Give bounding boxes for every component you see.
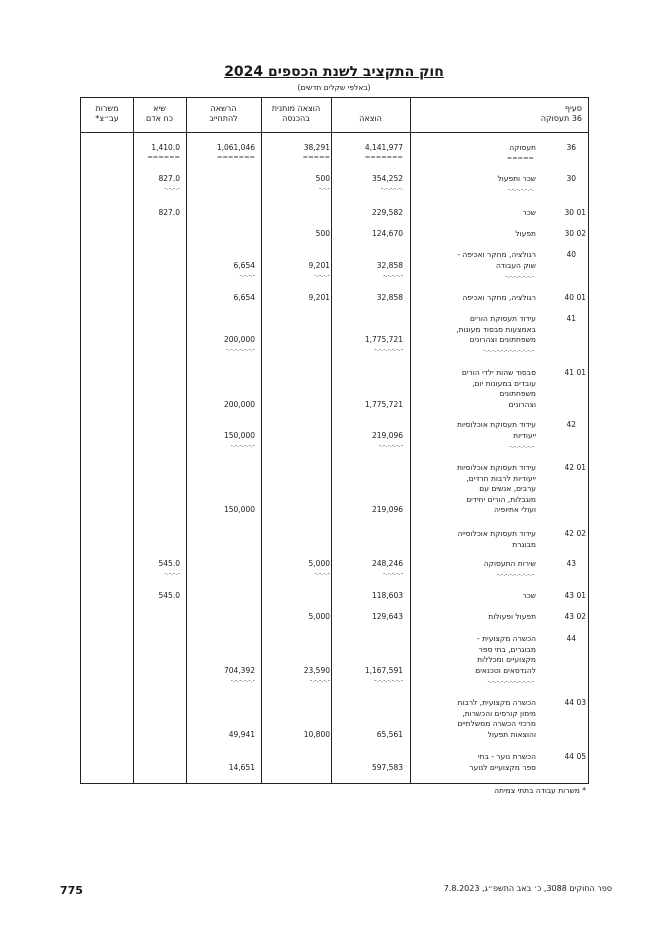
row-code: 43 02 — [564, 612, 586, 621]
row-code: 40 — [566, 250, 576, 259]
cell-manpower: 1,410.0 — [151, 143, 180, 152]
cell-expense-underline: -.-.-.-.- — [383, 270, 403, 279]
row-code: 41 01 — [564, 368, 586, 377]
row-name-line: ספר מקצועיים לנוער — [469, 762, 536, 772]
row-name-underline: -.-.-.-.-.-.-.-.- — [496, 570, 534, 578]
cell-conditional: 5,000 — [308, 559, 330, 568]
row-name-line: מבוגרת — [512, 539, 536, 549]
cell-expense-underline: -.-.-.-.-.- — [378, 440, 403, 449]
row-name-line: עידוד תעסוקת אוכלוסייה — [457, 529, 536, 538]
cell-commitment-underline: -.-.-.-.-.- — [230, 440, 255, 449]
row-name — [436, 612, 536, 623]
cell-conditional: 23,590 — [303, 665, 330, 675]
row-name — [436, 591, 536, 602]
cell-conditional: 5,000 — [308, 612, 330, 621]
cell-expense: 32,858 — [376, 293, 403, 302]
row-name-line: משפחתונים — [499, 389, 536, 398]
row-name-line: וצהרונים — [508, 399, 536, 409]
publication-info: ספר החוקים 3088, כ׳ באב התשפ״ג, 7.8.2023 — [443, 884, 612, 893]
header-conditional: הוצאה מותנית בהכנסה — [271, 104, 321, 123]
row-name-line: מרכזי הכשרה ממשלתיים — [457, 719, 536, 728]
row-name-line: הכשרה מקצועית - — [477, 634, 536, 643]
row-name-line: משפחתונים וצהרונים — [469, 335, 536, 344]
cell-commitment: 6,654 — [233, 293, 255, 302]
row-name-line: ייעודיות — [513, 430, 536, 440]
row-name-line: עידוד תעסוקת הורים — [470, 314, 536, 323]
row-code: 42 01 — [564, 463, 586, 472]
cell-commitment-underline: -.-.-.-.-.- — [230, 675, 255, 684]
row-name — [436, 314, 536, 346]
cell-commitment: 150,000 — [223, 430, 255, 440]
row-name-line: תפעול — [515, 229, 536, 238]
cell-expense: 354,252 — [371, 174, 403, 183]
row-name — [436, 368, 536, 410]
page-number: 775 — [60, 884, 83, 897]
row-code: 41 — [566, 314, 576, 323]
row-name — [436, 463, 536, 516]
cell-expense: 124,670 — [371, 229, 403, 238]
row-code: 30 01 — [564, 208, 586, 217]
row-name — [436, 420, 536, 441]
row-code: 44 03 — [564, 698, 586, 707]
cell-conditional: 38,291 — [303, 143, 330, 152]
cell-expense: 219,096 — [371, 505, 403, 514]
cell-expense-underline: -.-.-.-.-.-.- — [374, 675, 403, 684]
header-divider — [81, 132, 588, 133]
row-code: 42 02 — [564, 529, 586, 538]
cell-expense: 1,775,721 — [364, 335, 403, 344]
cell-expense-underline: -.-.-.-.-.-.- — [374, 345, 403, 353]
cell-manpower-underline: -.-.-.- — [164, 569, 180, 577]
row-name-line: סבסוד שהות ילדי הורים — [461, 368, 536, 377]
cell-conditional-underline: -.-.-.- — [314, 270, 330, 279]
row-name-underline: -.-.-.-.-.-.- — [505, 271, 534, 280]
col-divider — [261, 98, 262, 783]
cell-commitment-underline: ======= — [216, 153, 255, 161]
header-section: סעיף 36 תעסוקה — [540, 104, 582, 123]
header-positions: משרות עב״צ* — [95, 104, 119, 123]
row-name — [436, 634, 536, 676]
row-name-underline: -.-.-.-.-.-. — [507, 185, 534, 193]
footnote: * משרות עבודה בתתי צמיתה — [494, 786, 586, 795]
row-name-line: תפעול ופעולות — [488, 612, 536, 621]
row-name-line: עובדים במעונות יום, — [472, 378, 536, 388]
row-code: 44 — [566, 634, 576, 643]
row-name-underline: -.-.-.-.-.-.-.-.-.-.- — [487, 676, 534, 685]
row-name-line: הכשרת נוער - בתי — [477, 752, 536, 761]
row-name-line: מוגבלות, הורים יחידים — [466, 494, 536, 504]
col-divider — [133, 98, 134, 783]
row-name-line: שכר — [522, 591, 536, 600]
row-name — [436, 174, 536, 185]
row-name-line: שירות התעסוקה — [483, 559, 536, 568]
row-name — [436, 698, 536, 740]
cell-commitment: 150,000 — [223, 505, 255, 514]
row-name-line: רגולציה, מחקר ואכיפה - — [457, 250, 536, 259]
row-name-line: תעסוקה — [509, 143, 536, 152]
cell-expense: 32,858 — [376, 260, 403, 270]
row-name-line: להנדסאים וטכנאים — [475, 665, 536, 675]
col-divider — [331, 98, 332, 783]
cell-expense: 118,603 — [371, 591, 403, 600]
cell-manpower: 827.0 — [158, 174, 180, 183]
row-name-line: רגולציה, מחקר ואכיפה — [462, 293, 536, 302]
cell-commitment: 200,000 — [223, 399, 255, 409]
row-name-line: מבוגרים, בתי ספר — [478, 644, 536, 654]
cell-commitment: 6,654 — [233, 260, 255, 270]
col-divider — [186, 98, 187, 783]
row-name-line: הכשרה מקצועית, לרבות — [457, 698, 536, 707]
cell-manpower: 827.0 — [158, 208, 180, 217]
cell-commitment: 704,392 — [223, 665, 255, 675]
row-name-underline: -.-.-.-.-.-.-.-.-.-.-.- — [483, 346, 534, 354]
row-name — [436, 752, 536, 773]
cell-conditional-underline: -.-.- — [318, 184, 330, 192]
cell-expense: 597,583 — [371, 762, 403, 772]
row-name — [436, 143, 536, 154]
cell-conditional: 9,201 — [308, 260, 330, 270]
row-code: 43 01 — [564, 591, 586, 600]
cell-commitment: 200,000 — [223, 335, 255, 344]
header-expense: הוצאה — [359, 114, 382, 123]
cell-commitment: 1,061,046 — [216, 143, 255, 152]
cell-expense: 129,643 — [371, 612, 403, 621]
cell-commitment: 49,941 — [228, 729, 255, 739]
col-divider — [410, 98, 411, 783]
cell-expense: 248,246 — [371, 559, 403, 568]
header-commitment: הרשאה להתחייב — [209, 104, 238, 123]
row-name-underline: -.-.-.-.-.- — [509, 441, 534, 450]
row-code: 44 05 — [564, 752, 586, 761]
row-name-underline: ===== — [506, 154, 534, 162]
row-name-line: ועולי אתיופיה — [493, 505, 536, 514]
header-manpower: שיא כח אדם — [145, 104, 174, 123]
row-name — [436, 293, 536, 304]
cell-manpower: 545.0 — [158, 591, 180, 600]
cell-expense-underline: ======= — [364, 153, 403, 161]
cell-conditional-underline: -.-.-.- — [314, 569, 330, 577]
row-code: 40 01 — [564, 293, 586, 302]
row-code: 42 — [566, 420, 576, 429]
row-code: 30 02 — [564, 229, 586, 238]
row-name-line: ייעודיות לרבות חרדים, — [466, 473, 536, 483]
row-name-line: והוצאות תפעול — [487, 729, 536, 739]
row-name-line: עידוד תעסוקת אוכלוסיות — [456, 463, 536, 472]
cell-expense: 1,775,721 — [364, 399, 403, 409]
row-name-line: ערבים, אנשים עם — [479, 484, 536, 493]
cell-conditional: 10,800 — [303, 729, 330, 739]
cell-conditional: 500 — [315, 174, 330, 183]
row-name-line: באמצעות סבסוד מעונות, — [456, 324, 536, 334]
row-name-line: שכר ותפעול — [497, 174, 536, 183]
row-name — [436, 559, 536, 570]
row-code: 36 — [566, 143, 576, 152]
row-code: 30 — [566, 174, 576, 183]
row-name-line: מקצועיים ומכללות — [477, 655, 536, 664]
row-name-line: עידוד תעסוקת אוכלוסיות — [456, 420, 536, 429]
cell-commitment: 14,651 — [228, 762, 255, 772]
cell-commitment-underline: -.-.-.-.-.-.- — [226, 345, 255, 353]
cell-conditional: 500 — [315, 229, 330, 238]
row-name — [436, 229, 536, 240]
row-code: 43 — [566, 559, 576, 568]
page-title: חוק התקציב לשנת הכספים 2024 — [224, 64, 444, 80]
cell-conditional: 9,201 — [308, 293, 330, 302]
cell-expense: 1,167,591 — [364, 665, 403, 675]
row-name — [436, 250, 536, 271]
cell-expense: 219,096 — [371, 430, 403, 440]
cell-manpower: 545.0 — [158, 559, 180, 568]
cell-commitment-underline: -.-.-.- — [239, 270, 255, 279]
row-name-line: שוק העבודה — [495, 260, 536, 270]
cell-expense: 4,141,977 — [364, 143, 403, 152]
cell-manpower-underline: ====== — [147, 153, 180, 161]
cell-expense: 65,561 — [376, 729, 403, 739]
page-subtitle: (באלפי שקלים חדשים) — [297, 83, 371, 92]
cell-expense: 229,582 — [371, 208, 403, 217]
row-name — [436, 208, 536, 219]
row-name-line: שכר — [522, 208, 536, 217]
cell-expense-underline: -.-.-.-.-. — [380, 184, 403, 192]
row-name — [436, 529, 536, 550]
row-name-line: מימון קורסים והכשרות, — [462, 708, 536, 718]
cell-conditional-underline: ===== — [302, 153, 330, 161]
cell-conditional-underline: -.-.-.-.- — [310, 675, 330, 684]
cell-manpower-underline: -.-.-.- — [164, 184, 180, 192]
cell-expense-underline: -.-.-.-.- — [383, 569, 403, 577]
